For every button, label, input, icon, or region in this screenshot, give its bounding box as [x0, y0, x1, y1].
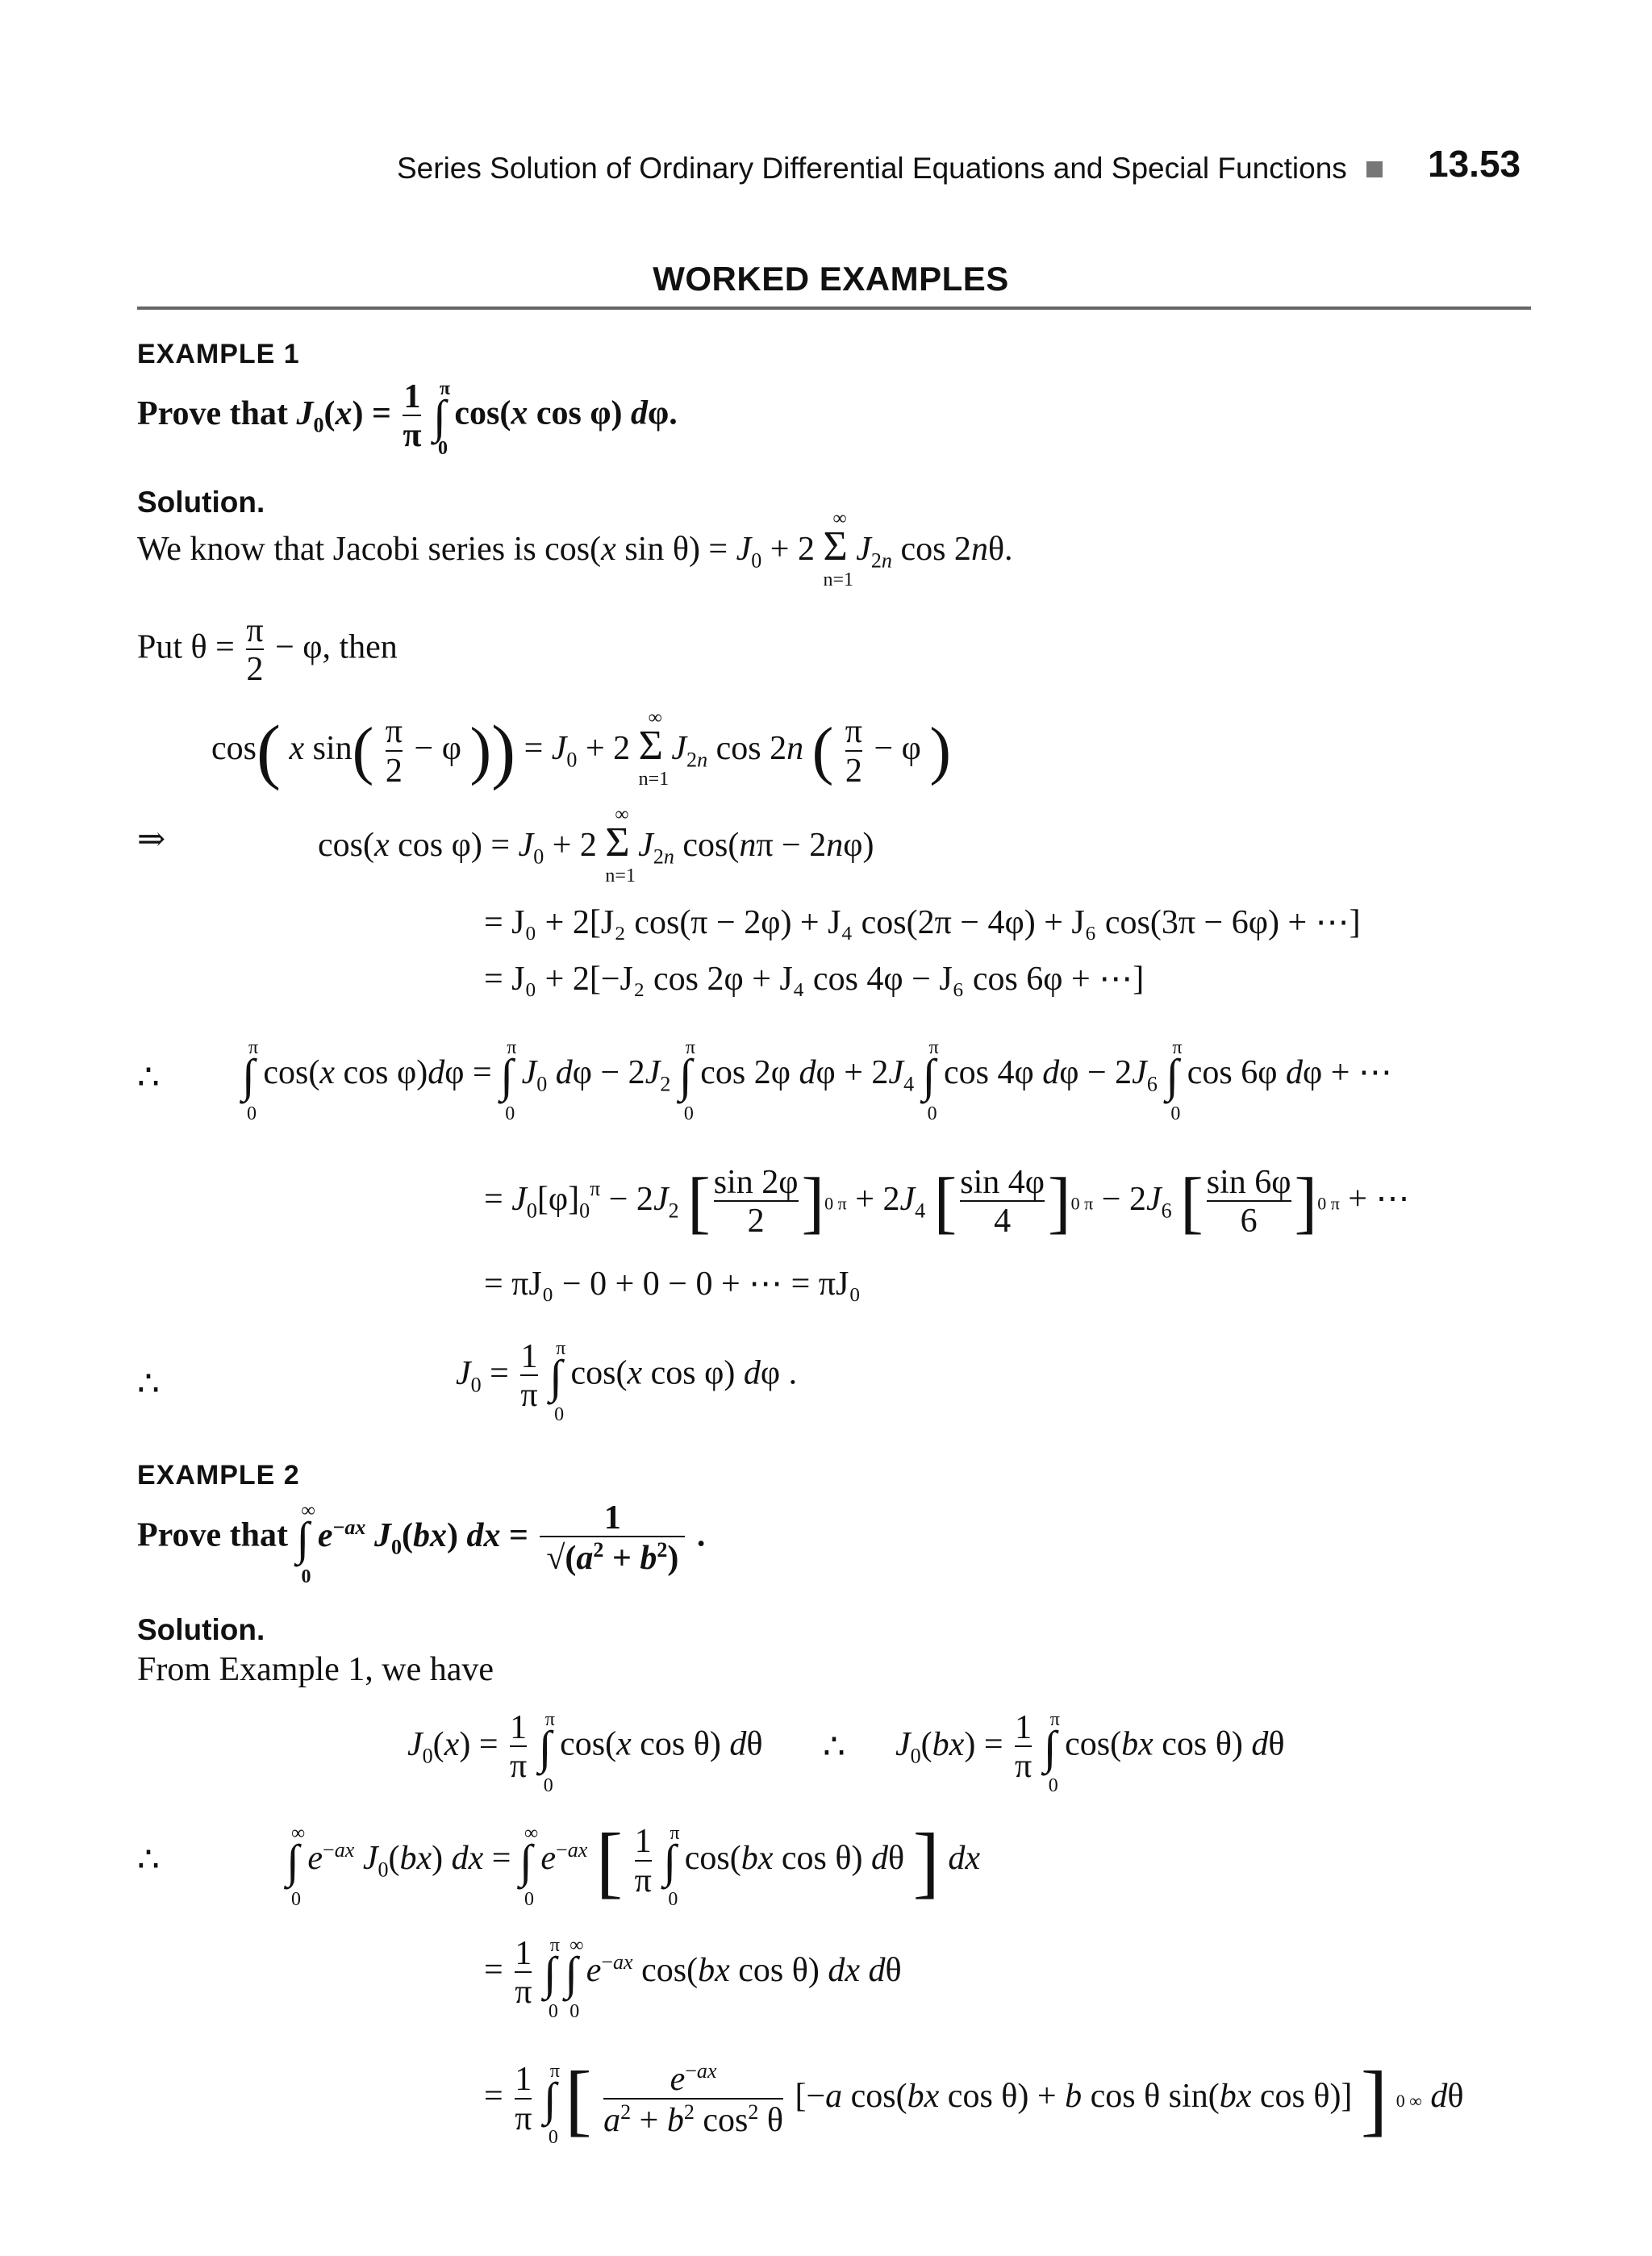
example-2-solution-label: Solution.	[137, 1613, 265, 1646]
example-2-step-2: ∫ ∞ 0 $e^{-ax}$ $J_0(bx)$ dx = ∫ ∞ 0 $e^{-ax}$ [ $\frac{1}{\pi}$ ∫ π 0 cos(bx cos θ) dθ ] dx	[286, 1816, 981, 1910]
example-1-solution-label: Solution.	[137, 486, 265, 519]
section-title: WORKED EXAMPLES	[653, 260, 1009, 298]
example-2-statement: Prove that ∫ ∞ 0 $e^{-ax}$ $J_0(bx)$ dx = $\frac{1}{√(a^2 + b^2)}$ .	[137, 1499, 706, 1587]
example-1-jacobi-line: We know that Jacobi series is cos(x $\sin \theta) = J_0 + 2$ Σ ∞ n=1 $J_{2n}$ cos 2nθ.	[137, 508, 1013, 590]
section-rule	[137, 306, 1531, 310]
implies-symbol: ⇒	[137, 821, 166, 858]
example-1-statement: Prove that $J_0(x)$ = $\frac{1}{\pi}$ ∫ π 0 cos(x cos φ) dφ.	[137, 377, 678, 459]
example-1-step-7: = πJ₀ − 0 + 0 − 0 + ⋯ = πJ₀	[484, 1266, 861, 1303]
example-2-label: EXAMPLE 2	[137, 1460, 300, 1491]
example-1-step-5: ∫ π 0 cos(x cos φ)dφ = ∫ π 0 $J_0$ $d\varphi - 2J_2$ ∫ π 0 cos 2φ $d\varphi + 2J_4$ ∫ π 0 cos 4φ $d\varphi - 2J_6$ ∫ π 0 cos 6φ dφ + ⋯	[242, 1037, 1392, 1124]
example-1-step-6: = $J_0[\varphi]_0^\pi - 2J_2$ [ $\frac{\sin 2\varphi}{2}$ ]0 $\pi + 2J_4$ [ $\frac{\sin 4\varphi}{4}$ ]0 $\pi - 2J_6$ [ $\frac{\sin 6\varphi}{6}$ ]0 π + ⋯	[484, 1163, 1410, 1241]
running-header: Series Solution of Ordinary Differential Equations and Special Functions	[397, 152, 1347, 185]
therefore-symbol: ∴	[137, 1057, 160, 1097]
example-1-put-line: Put θ = $\frac{\pi}{2}$ − φ, then	[137, 612, 398, 689]
example-1-step-4: = J₀ + 2[−J₂ cos 2φ + J₄ cos 4φ − J₆ cos 6φ + ⋯]	[484, 961, 1145, 998]
example-2-step-1b: $J_0(bx)$ = $\frac{1}{\pi}$ ∫ π 0 cos(bx cos θ) dθ	[895, 1708, 1285, 1796]
header-square-icon	[1366, 161, 1383, 177]
therefore-symbol-4: ∴	[137, 1840, 160, 1879]
example-2-from-line: From Example 1, we have	[137, 1651, 494, 1688]
example-2-step-1a: $J_0(x)$ = $\frac{1}{\pi}$ ∫ π 0 cos(x cos θ) dθ	[407, 1708, 763, 1796]
example-1-step-1: cos( x sin( $\frac{\pi}{2}$ − φ )) = $J_0 + 2$ Σ ∞ n=1 $J_{2n}$ cos 2n ( $\frac{\pi}{2}$ − φ )	[211, 707, 952, 791]
example-2-step-3: = $\frac{1}{\pi}$ ∫ π 0 ∫ ∞ 0 $e^{-ax}$ cos(bx cos θ) dx dθ	[484, 1934, 902, 2022]
example-2-step-4: = $\frac{1}{\pi}$ ∫ π 0 [ $\frac{e^{-ax}}{a^2 + b^2 \cos^2 \theta}$ [−a cos(bx cos θ) + b cos θ sin(bx cos θ)] ] 0 ∞ dθ	[484, 2054, 1464, 2148]
therefore-symbol-3: ∴	[823, 1727, 845, 1766]
example-1-step-2: cos(x $\cos \varphi) = J_0 + 2$ Σ ∞ n=1 $J_{2n}$ cos(nπ − 2nφ)	[318, 804, 874, 886]
example-1-label: EXAMPLE 1	[137, 339, 300, 369]
page-number: 13.53	[1428, 143, 1521, 185]
example-1-step-8: $J_0$ = $\frac{1}{\pi}$ ∫ π 0 cos(x cos φ) dφ .	[456, 1337, 798, 1425]
therefore-symbol-2: ∴	[137, 1364, 160, 1403]
example-1-step-3: = J₀ + 2[J₂ cos(π − 2φ) + J₄ cos(2π − 4φ) + J₆ cos(3π − 6φ) + ⋯]	[484, 904, 1361, 941]
